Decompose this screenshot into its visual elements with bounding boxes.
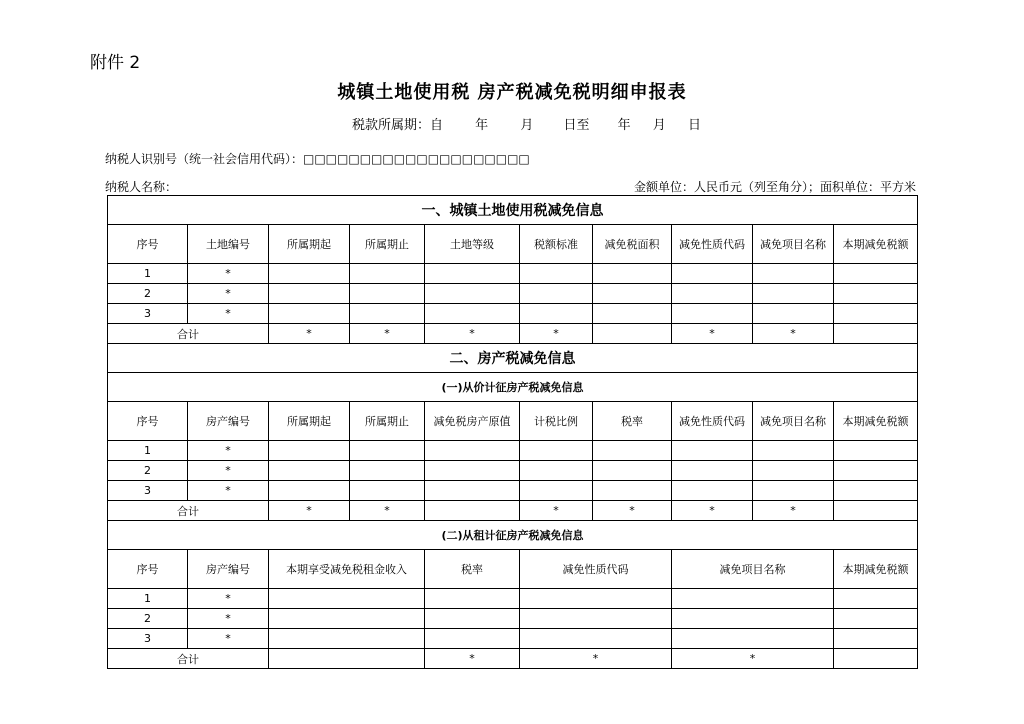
rent-based-col-header: 房产编号 xyxy=(188,550,269,589)
land-input-cell[interactable] xyxy=(672,304,753,324)
value-based-input-cell[interactable] xyxy=(834,481,918,501)
tax-period xyxy=(352,114,701,133)
land-table-row xyxy=(108,264,918,284)
value-based-input-cell[interactable] xyxy=(593,441,672,461)
rent-based-input-cell[interactable] xyxy=(269,629,425,649)
rent-based-input-cell[interactable] xyxy=(520,629,672,649)
value-based-row-number: 3 xyxy=(108,481,188,501)
land-input-cell[interactable] xyxy=(753,304,834,324)
land-input-cell[interactable] xyxy=(520,284,593,304)
value-based-input-cell[interactable] xyxy=(672,441,753,461)
section1-title: 一、城镇土地使用税减免信息 xyxy=(108,196,918,225)
rent-based-input-cell[interactable] xyxy=(834,589,918,609)
section2-sub2-title: (二)从租计征房产税减免信息 xyxy=(108,521,918,550)
land-input-cell[interactable] xyxy=(350,304,425,324)
section2-sub1-title: (一)从价计征房产税减免信息 xyxy=(108,373,918,402)
value-based-input-cell[interactable] xyxy=(520,461,593,481)
land-input-cell[interactable] xyxy=(269,264,350,284)
rent-based-total-row xyxy=(108,649,918,669)
value-based-input-cell[interactable] xyxy=(425,441,520,461)
section2-sub1-title-row xyxy=(108,373,918,402)
land-id-cell: * xyxy=(188,304,269,324)
form-title: 城镇土地使用税 房产税减免税明细申报表 xyxy=(337,82,687,103)
land-input-cell[interactable] xyxy=(834,284,918,304)
value-based-total-row xyxy=(108,501,918,521)
land-col-header: 土地编号 xyxy=(188,225,269,264)
value-based-col-header: 所属期止 xyxy=(350,402,425,441)
land-total-cell: * xyxy=(350,324,425,344)
value-based-input-cell[interactable] xyxy=(834,461,918,481)
rent-based-input-cell[interactable] xyxy=(834,629,918,649)
value-based-table-row xyxy=(108,441,918,461)
land-input-cell[interactable] xyxy=(593,304,672,324)
land-input-cell[interactable] xyxy=(425,264,520,284)
rent-based-col-header: 税率 xyxy=(425,550,520,589)
rent-based-col-header: 减免性质代码 xyxy=(520,550,672,589)
land-total-cell: * xyxy=(425,324,520,344)
land-input-cell[interactable] xyxy=(520,304,593,324)
value-based-input-cell[interactable] xyxy=(672,481,753,501)
period-year2: 年 xyxy=(617,118,631,133)
value-based-total-cell: * xyxy=(520,501,593,521)
land-col-header: 减免项目名称 xyxy=(753,225,834,264)
land-col-header: 土地等级 xyxy=(425,225,520,264)
land-row-number: 1 xyxy=(108,264,188,284)
land-input-cell[interactable] xyxy=(269,304,350,324)
period-day-to: 日至 xyxy=(563,118,590,133)
land-input-cell[interactable] xyxy=(425,284,520,304)
period-label: 税款所属期：自 xyxy=(352,118,444,133)
value-based-input-cell[interactable] xyxy=(350,481,425,501)
value-based-col-header: 税率 xyxy=(593,402,672,441)
value-based-total-cell: * xyxy=(350,501,425,521)
land-total-cell[interactable] xyxy=(834,324,918,344)
value-based-input-cell[interactable] xyxy=(350,441,425,461)
period-day2: 日 xyxy=(687,118,701,133)
value-based-header-row xyxy=(108,402,918,441)
rent-based-row-number: 1 xyxy=(108,589,188,609)
land-input-cell[interactable] xyxy=(834,264,918,284)
rent-based-table-row xyxy=(108,589,918,609)
rent-based-row-number: 3 xyxy=(108,629,188,649)
value-based-input-cell[interactable] xyxy=(593,461,672,481)
value-based-input-cell[interactable] xyxy=(753,461,834,481)
value-based-input-cell[interactable] xyxy=(593,481,672,501)
rent-based-input-cell[interactable] xyxy=(520,609,672,629)
value-based-input-cell[interactable] xyxy=(350,461,425,481)
rent-based-input-cell[interactable] xyxy=(672,629,834,649)
units-note: 金额单位：人民币元（列至角分）；面积单位：平方米 xyxy=(633,180,916,194)
rent-based-col-header: 本期减免税额 xyxy=(834,550,918,589)
section2-title: 二、房产税减免信息 xyxy=(108,344,918,373)
value-based-col-header: 房产编号 xyxy=(188,402,269,441)
rent-based-id-cell: * xyxy=(188,629,269,649)
value-based-total-cell: * xyxy=(672,501,753,521)
land-input-cell[interactable] xyxy=(753,264,834,284)
land-input-cell[interactable] xyxy=(834,304,918,324)
rent-based-input-cell[interactable] xyxy=(269,609,425,629)
relief-table xyxy=(107,195,918,669)
taxpayer-id: 纳税人识别号（统一社会信用代码）：□□□□□□□□□□□□□□□□□□□□ xyxy=(105,152,530,166)
land-input-cell[interactable] xyxy=(593,264,672,284)
value-based-col-header: 减免项目名称 xyxy=(753,402,834,441)
value-based-row-number: 2 xyxy=(108,461,188,481)
value-based-input-cell[interactable] xyxy=(753,441,834,461)
land-row-number: 3 xyxy=(108,304,188,324)
value-based-col-header: 序号 xyxy=(108,402,188,441)
land-col-header: 序号 xyxy=(108,225,188,264)
rent-based-table-row xyxy=(108,629,918,649)
land-col-header: 所属期止 xyxy=(350,225,425,264)
value-based-input-cell[interactable] xyxy=(269,481,350,501)
value-based-col-header: 减免性质代码 xyxy=(672,402,753,441)
land-total-cell[interactable] xyxy=(593,324,672,344)
rent-based-input-cell[interactable] xyxy=(834,609,918,629)
section2-sub2-title-row xyxy=(108,521,918,550)
value-based-input-cell[interactable] xyxy=(425,481,520,501)
land-input-cell[interactable] xyxy=(672,264,753,284)
section2-title-row xyxy=(108,344,918,373)
rent-based-input-cell[interactable] xyxy=(425,629,520,649)
land-row-number: 2 xyxy=(108,284,188,304)
land-table-row xyxy=(108,284,918,304)
rent-based-table-row xyxy=(108,609,918,629)
land-id-cell: * xyxy=(188,264,269,284)
land-input-cell[interactable] xyxy=(269,284,350,304)
rent-based-input-cell[interactable] xyxy=(425,609,520,629)
land-input-cell[interactable] xyxy=(425,304,520,324)
value-based-input-cell[interactable] xyxy=(753,481,834,501)
value-based-input-cell[interactable] xyxy=(425,461,520,481)
land-header-row xyxy=(108,225,918,264)
period-month1: 月 xyxy=(520,118,534,133)
land-total-cell: * xyxy=(269,324,350,344)
land-total-label: 合计 xyxy=(108,324,269,344)
land-total-cell: * xyxy=(672,324,753,344)
value-based-total-cell: * xyxy=(593,501,672,521)
land-total-cell: * xyxy=(520,324,593,344)
rent-based-header-row xyxy=(108,550,918,589)
land-input-cell[interactable] xyxy=(350,264,425,284)
value-based-total-cell[interactable] xyxy=(834,501,918,521)
value-based-id-cell: * xyxy=(188,461,269,481)
rent-based-col-header: 序号 xyxy=(108,550,188,589)
land-total-cell: * xyxy=(753,324,834,344)
land-table-row xyxy=(108,304,918,324)
value-based-col-header: 所属期起 xyxy=(269,402,350,441)
rent-based-id-cell: * xyxy=(188,589,269,609)
taxpayer-name: 纳税人名称： xyxy=(105,180,178,194)
period-year1: 年 xyxy=(475,118,489,133)
section1-title-row xyxy=(108,196,918,225)
rent-based-input-cell[interactable] xyxy=(269,589,425,609)
rent-based-total-cell: * xyxy=(520,649,672,669)
rent-based-total-cell: * xyxy=(425,649,520,669)
value-based-row-number: 1 xyxy=(108,441,188,461)
value-based-input-cell[interactable] xyxy=(520,481,593,501)
rent-based-input-cell[interactable] xyxy=(672,589,834,609)
value-based-total-cell: * xyxy=(269,501,350,521)
land-id-cell: * xyxy=(188,284,269,304)
rent-based-input-cell[interactable] xyxy=(672,609,834,629)
value-based-table-row xyxy=(108,461,918,481)
land-input-cell[interactable] xyxy=(520,264,593,284)
land-input-cell[interactable] xyxy=(350,284,425,304)
land-input-cell[interactable] xyxy=(593,284,672,304)
value-based-col-header: 计税比例 xyxy=(520,402,593,441)
value-based-input-cell[interactable] xyxy=(672,461,753,481)
value-based-input-cell[interactable] xyxy=(269,461,350,481)
land-col-header: 本期减免税额 xyxy=(834,225,918,264)
land-col-header: 所属期起 xyxy=(269,225,350,264)
value-based-table-row xyxy=(108,481,918,501)
rent-based-input-cell[interactable] xyxy=(425,589,520,609)
rent-based-input-cell[interactable] xyxy=(520,589,672,609)
land-input-cell[interactable] xyxy=(753,284,834,304)
rent-based-row-number: 2 xyxy=(108,609,188,629)
attachment-label: 附件 2 xyxy=(90,53,141,73)
value-based-input-cell[interactable] xyxy=(834,441,918,461)
value-based-col-header: 减免税房产原值 xyxy=(425,402,520,441)
land-input-cell[interactable] xyxy=(672,284,753,304)
rent-based-id-cell: * xyxy=(188,609,269,629)
land-col-header: 减免税面积 xyxy=(593,225,672,264)
rent-based-total-cell[interactable] xyxy=(834,649,918,669)
land-col-header: 税额标准 xyxy=(520,225,593,264)
period-month2: 月 xyxy=(652,118,666,133)
rent-based-total-cell[interactable] xyxy=(269,649,425,669)
rent-based-col-header: 本期享受减免税租金收入 xyxy=(269,550,425,589)
value-based-total-label: 合计 xyxy=(108,501,269,521)
rent-based-col-header: 减免项目名称 xyxy=(672,550,834,589)
value-based-id-cell: * xyxy=(188,441,269,461)
value-based-input-cell[interactable] xyxy=(269,441,350,461)
rent-based-total-cell: * xyxy=(672,649,834,669)
value-based-total-cell[interactable] xyxy=(425,501,520,521)
rent-based-total-label: 合计 xyxy=(108,649,269,669)
value-based-input-cell[interactable] xyxy=(520,441,593,461)
value-based-id-cell: * xyxy=(188,481,269,501)
land-col-header: 减免性质代码 xyxy=(672,225,753,264)
value-based-col-header: 本期减免税额 xyxy=(834,402,918,441)
land-total-row xyxy=(108,324,918,344)
value-based-total-cell: * xyxy=(753,501,834,521)
